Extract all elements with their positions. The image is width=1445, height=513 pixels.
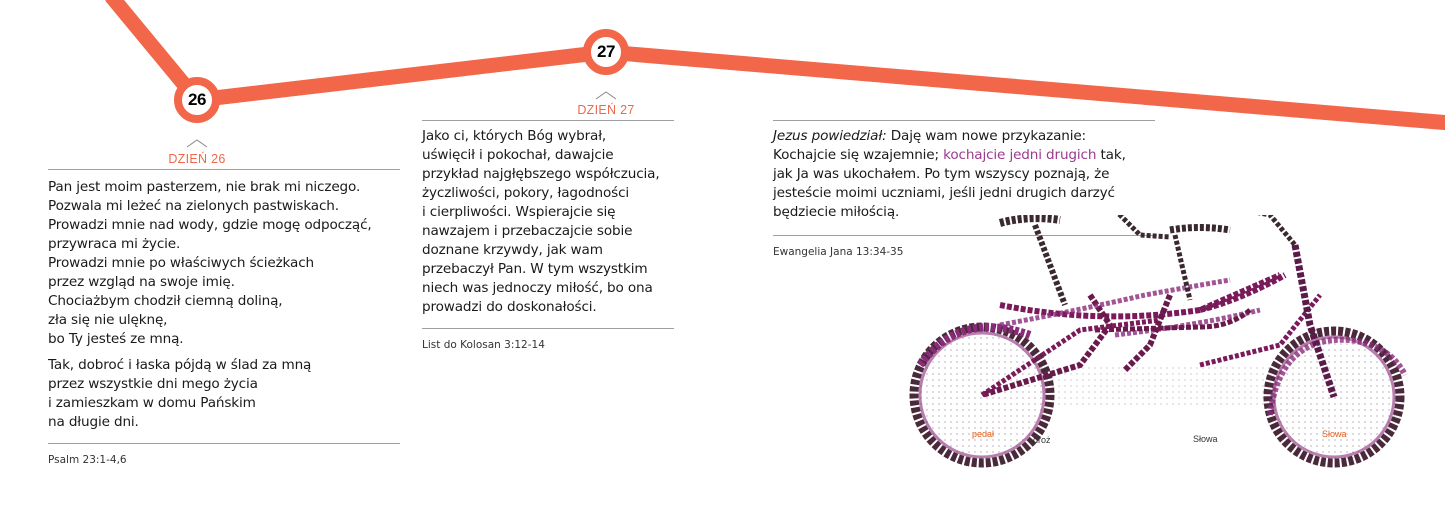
day-26-number: 26 [188, 90, 206, 109]
pedal-word: Słowa [1193, 434, 1218, 444]
day-26-label: DZIEŃ 26 [168, 152, 226, 166]
verse-line: Prowadzi mnie po właściwych ścieżkach [48, 255, 315, 271]
caret-up-icon [186, 138, 208, 148]
verse-line: Chociażbym chodził ciemną doliną, [48, 293, 283, 309]
day-26-badge[interactable] [174, 77, 220, 123]
verse-line: na długie dni. [48, 414, 139, 430]
verse-line: przez wszystkie dni mego życia [48, 376, 258, 392]
divider [422, 328, 674, 329]
verse-line: jak Ja was ukochałem. Po tym wszyscy poznają, że [773, 166, 1110, 182]
day-27-label: DZIEŃ 27 [577, 103, 635, 117]
verse-line: przez wzgląd na swoje imię. [48, 274, 235, 290]
verse-line: uświęcił i pokochał, dawajcie [422, 147, 614, 163]
verse-line: przykład najgłębszego współczucia, [422, 166, 660, 182]
verse-line: zła się nie ulęknę, [48, 312, 168, 328]
verse-line: prowadzi do doskonałości. [422, 299, 597, 315]
day-26-column [48, 169, 400, 466]
verse-line: życzliwości, pokory, łagodności [422, 185, 630, 201]
caret-up-icon [595, 90, 617, 100]
verse-line: doznane krzywdy, jak wam [422, 242, 603, 258]
verse-line: tak, [1096, 147, 1126, 163]
stanza-1 [48, 178, 400, 349]
highlighted-phrase: kochajcie jedni drugich [943, 147, 1097, 163]
verse-line: niech was jednoczy miłość, bo ona [422, 280, 653, 296]
front-hub-word: Słowa [1322, 429, 1347, 439]
verse-line: Pozwala mi leżeć na zielonych pastwiskach. [48, 198, 339, 214]
verse-line: Pan jest moim pasterzem, nie brak mi niczego. [48, 179, 361, 195]
verse-line: bo Ty jesteś ze mną. [48, 331, 184, 347]
verse-line: jesteście moimi uczniami, jeśli jedni drugich darzyć [773, 185, 1115, 201]
verse-line: Tak, dobroć i łaska pójdą w ślad za mną [48, 357, 312, 373]
verse-line: będziecie miłością. [773, 204, 900, 220]
verse-line: i cierpliwości. Wspierajcie się [422, 204, 616, 220]
colossians-text [422, 127, 674, 317]
verse-line: Jako ci, których Bóg wybrał, [422, 128, 607, 144]
day-27-badge[interactable] [583, 29, 629, 75]
scripture-reference: List do Kolosan 3:12-14 [422, 339, 545, 351]
verse-line: Kochajcie się wzajemnie; [773, 147, 944, 163]
verse-line: przywraca mi życie. [48, 236, 181, 252]
day-27-column [422, 120, 674, 351]
verse-line: i zamieszkam w domu Pańskim [48, 395, 256, 411]
gospel-intro: Jezus powiedział: [773, 128, 887, 144]
scripture-reference: Ewangelia Jana 13:34-35 [773, 246, 904, 258]
divider [773, 120, 1155, 121]
divider [48, 443, 400, 444]
verse-line: Prowadzi mnie nad wody, gdzie mogę odpocząć, [48, 217, 372, 233]
tandem-bicycle-illustration [900, 215, 1445, 485]
rear-hub-word: pedał [972, 429, 995, 439]
divider [48, 169, 400, 170]
verse-line: nawzajem i przebaczajcie sobie [422, 223, 633, 239]
day-27-number: 27 [597, 42, 615, 61]
psalm-text [48, 178, 400, 432]
verse-line: przebaczył Pan. W tym wszystkim [422, 261, 648, 277]
divider [422, 120, 674, 121]
pedal-word: droż [1033, 435, 1051, 445]
stanza-2 [48, 356, 400, 432]
scripture-reference: Psalm 23:1-4,6 [48, 454, 127, 466]
verse-line: Daję wam nowe przykazanie: [886, 128, 1086, 144]
gospel-text [773, 127, 1155, 222]
